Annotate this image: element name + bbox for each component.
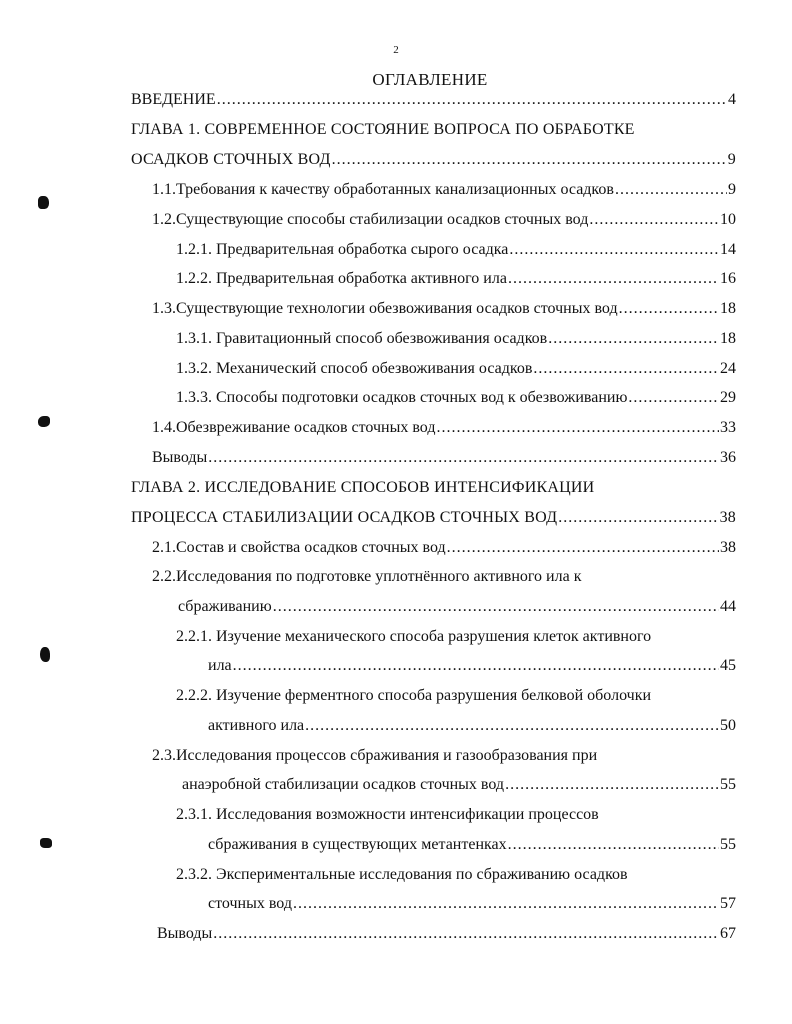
dot-leader <box>508 835 719 855</box>
toc-entry-text: 1.3.1. Гравитационный способ обезвоживания осадков <box>176 330 548 347</box>
toc-entry-text: анаэробной стабилизации осадков сточных вод <box>182 776 505 793</box>
toc-entry-text: активного ила <box>208 717 305 734</box>
toc-entry-text: ила <box>208 657 232 674</box>
toc-entry-text: сбраживания в существующих метантенках <box>208 836 507 853</box>
toc-entry-page: 36 <box>720 449 736 466</box>
toc-entry-page: 50 <box>720 717 736 734</box>
toc-entry-text: сбраживанию <box>178 598 272 615</box>
toc-entry-conclusions-1 <box>152 448 736 468</box>
toc-entry-text: Выводы <box>152 449 208 466</box>
toc-chapter-2 <box>131 508 736 528</box>
dot-leader <box>628 388 719 408</box>
toc-entry-2-1 <box>152 538 736 558</box>
toc-entry-1-2-1 <box>176 240 736 260</box>
toc-entry-text: 2.1.Состав и свойства осадков сточных вод <box>152 539 446 556</box>
dot-leader <box>508 269 719 289</box>
toc-entry-page: 24 <box>720 360 736 377</box>
dot-leader <box>208 448 719 468</box>
toc-entry-2-2-1 <box>208 656 736 676</box>
toc-entry-page: 4 <box>728 91 736 108</box>
toc-entry-page: 55 <box>720 776 736 793</box>
toc-entry-page: 55 <box>720 836 736 853</box>
toc-entry-page: 33 <box>720 419 736 436</box>
dot-leader <box>589 210 719 230</box>
toc-entry-2-3-1 <box>208 835 736 855</box>
toc-entry-text: 1.2.Существующие способы стабилизации осадков сточных вод <box>152 211 589 228</box>
dot-leader <box>213 924 719 944</box>
toc-entry-text: Выводы <box>157 925 213 942</box>
toc-entry-2-3-2 <box>208 894 736 914</box>
toc-entry-1-3-1 <box>176 329 736 349</box>
scan-artifact-mark <box>40 838 52 848</box>
toc-entry-page: 57 <box>720 895 736 912</box>
page-number: 2 <box>393 44 399 56</box>
toc-entry-page: 18 <box>720 330 736 347</box>
scan-artifact-mark <box>38 416 50 427</box>
toc-entry-introduction <box>131 90 736 110</box>
toc-entry-1-3-3 <box>176 388 736 408</box>
toc-entry-page: 29 <box>720 389 736 406</box>
toc-entry-text: 1.2.2. Предварительная обработка активного ила <box>176 270 507 287</box>
toc-entry-1-4 <box>152 418 736 438</box>
toc-chapter-1 <box>131 150 736 170</box>
toc-entry-text: 1.1.Требования к качеству обработанных канализационных осадков <box>152 181 614 198</box>
scan-artifact-mark <box>40 647 50 662</box>
toc-entry-page: 9 <box>727 151 736 168</box>
toc-entry-page: 14 <box>720 241 736 258</box>
toc-entry-page: 38 <box>719 509 736 526</box>
toc-entry-2-3 <box>182 775 736 795</box>
toc-entry-2-2 <box>178 597 736 617</box>
toc-entry-page: 45 <box>720 657 736 674</box>
toc-entry-2-2-1-heading: 2.2.1. Изучение механического способа разрушения клеток активного <box>176 628 652 645</box>
dot-leader <box>233 656 719 676</box>
scan-artifact-mark <box>38 196 49 209</box>
dot-leader <box>305 716 719 736</box>
toc-entry-2-2-2-heading: 2.2.2. Изучение ферментного способа разрушения белковой оболочки <box>176 687 652 704</box>
toc-entry-1-2 <box>152 210 736 230</box>
toc-entry-1-3-2 <box>176 359 736 379</box>
dot-leader <box>533 359 719 379</box>
dot-leader <box>436 418 719 438</box>
toc-entry-conclusions-2 <box>157 924 736 944</box>
toc-chapter-1-heading: ГЛАВА 1. СОВРЕМЕННОЕ СОСТОЯНИЕ ВОПРОСА ПО ОБРАБОТКЕ <box>131 121 635 138</box>
dot-leader <box>619 299 719 319</box>
toc-entry-page: 16 <box>720 270 736 287</box>
toc-entry-page: 67 <box>720 925 736 942</box>
toc-entry-text: 1.2.1. Предварительная обработка сырого осадка <box>176 241 509 258</box>
dot-leader <box>293 894 719 914</box>
toc-entry-2-3-1-heading: 2.3.1. Исследования возможности интенсификации процессов <box>176 806 599 823</box>
toc-entry-2-3-heading: 2.3.Исследования процессов сбраживания и газообразования при <box>152 747 598 764</box>
dot-leader <box>509 240 719 260</box>
toc-entry-2-2-heading: 2.2.Исследования по подготовке уплотнённого активного ила к <box>152 568 582 585</box>
toc-entry-1-1 <box>152 180 736 200</box>
toc-entry-text: ОСАДКОВ СТОЧНЫХ ВОД <box>131 151 331 168</box>
toc-entry-page: 18 <box>720 300 736 317</box>
toc-entry-2-3-2-heading: 2.3.2. Экспериментальные исследования по сбраживанию осадков <box>176 866 628 883</box>
dot-leader <box>332 150 727 170</box>
toc-entry-page: 10 <box>720 211 736 228</box>
toc-entry-text: 1.3.Существующие технологии обезвоживания осадков сточных вод <box>152 300 618 317</box>
toc-entry-text: сточных вод <box>208 895 292 912</box>
dot-leader <box>615 180 727 200</box>
toc-entry-2-2-2 <box>208 716 736 736</box>
toc-entry-page: 44 <box>720 598 736 615</box>
toc-title: ОГЛАВЛЕНИЕ <box>372 70 488 89</box>
dot-leader <box>548 329 719 349</box>
toc-entry-text: 1.3.2. Механический способ обезвоживания осадков <box>176 360 533 377</box>
toc-entry-page: 9 <box>728 181 736 198</box>
toc-entry-text: ВВЕДЕНИЕ <box>131 91 216 108</box>
dot-leader <box>217 90 727 110</box>
toc-entry-1-2-2 <box>176 269 736 289</box>
dot-leader <box>273 597 719 617</box>
toc-entry-text: 1.3.3. Способы подготовки осадков сточных вод к обезвоживанию <box>176 389 628 406</box>
toc-chapter-2-heading: ГЛАВА 2. ИССЛЕДОВАНИЕ СПОСОБОВ ИНТЕНСИФИКАЦИИ <box>131 479 595 496</box>
toc-entry-page: 38 <box>720 539 736 556</box>
dot-leader <box>505 775 719 795</box>
dot-leader <box>447 538 719 558</box>
toc-entry-text: 1.4.Обезвреживание осадков сточных вод <box>152 419 436 436</box>
toc-entry-1-3 <box>152 299 736 319</box>
dot-leader <box>558 508 718 528</box>
toc-entry-text: ПРОЦЕССА СТАБИЛИЗАЦИИ ОСАДКОВ СТОЧНЫХ ВОД <box>131 509 558 526</box>
